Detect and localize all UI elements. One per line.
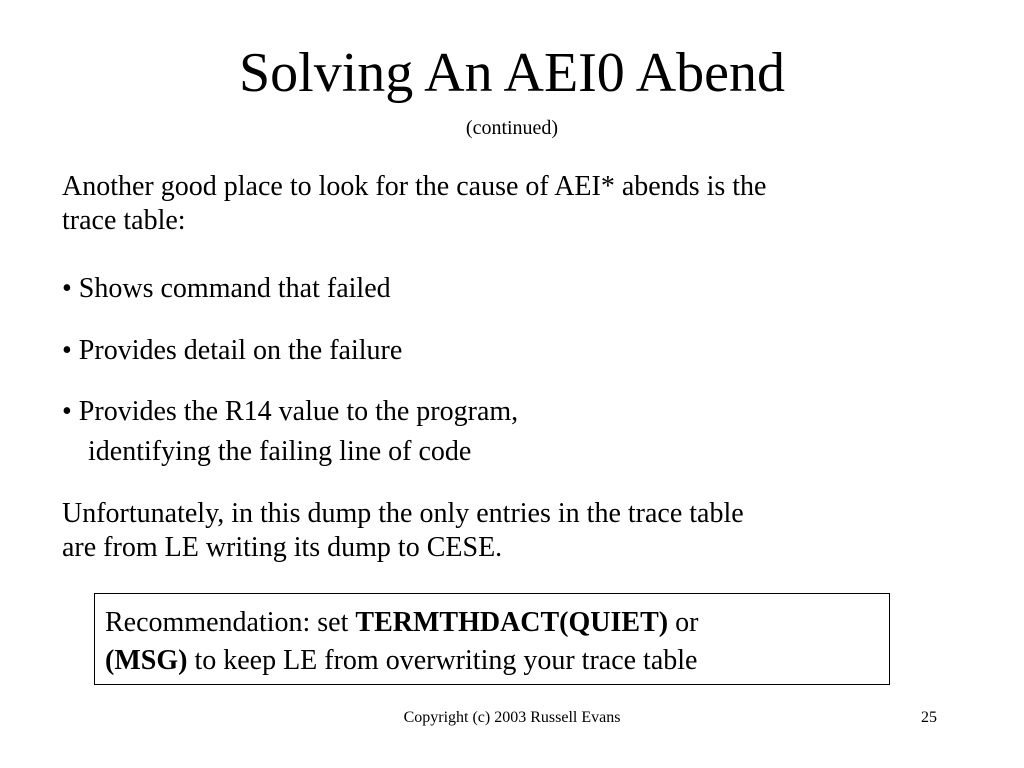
intro-line-2: trace table: (62, 205, 186, 236)
recommendation-prefix: Recommendation: set (105, 607, 356, 638)
slide-title: Solving An AEI0 Abend (238, 42, 786, 104)
page-number: 25 (921, 709, 937, 726)
outro-line-1: Unfortunately, in this dump the only entries in the trace table (62, 498, 744, 529)
recommendation-option-quiet: TERMTHDACT(QUIET) (355, 607, 669, 638)
recommendation-suffix: to keep LE from overwriting your trace table (187, 645, 698, 676)
intro-paragraph (62, 170, 962, 238)
recommendation-line-1 (105, 604, 879, 642)
slide-subtitle: (continued) (465, 117, 559, 139)
recommendation-mid: or (668, 607, 699, 638)
bullet-item: • Provides the R14 value to the program, (62, 396, 519, 427)
recommendation-line-2 (105, 642, 879, 680)
outro-line-2: are from LE writing its dump to CESE. (62, 532, 503, 563)
intro-line-1: Another good place to look for the cause of AEI* abends is the (62, 171, 767, 202)
bullet-item: • Shows command that failed (62, 273, 391, 304)
bullet-item: • Provides detail on the failure (62, 335, 403, 366)
outro-paragraph (62, 497, 962, 565)
bullet-continuation: identifying the failing line of code (88, 436, 472, 467)
copyright-footer: Copyright (c) 2003 Russell Evans (403, 709, 621, 726)
recommendation-option-msg: (MSG) (105, 645, 188, 676)
recommendation-box (94, 593, 890, 685)
